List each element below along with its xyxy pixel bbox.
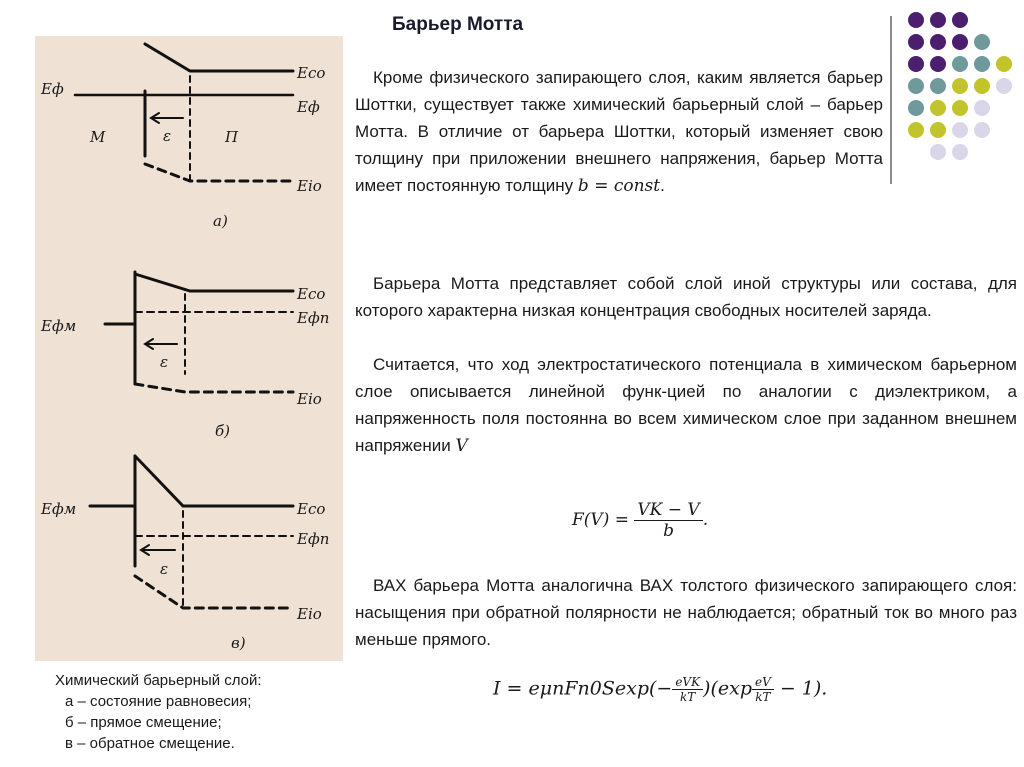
decorative-dot <box>930 122 946 138</box>
decorative-dots <box>906 10 1018 170</box>
label-field-c: ε <box>160 560 169 578</box>
decorative-dot <box>952 144 968 160</box>
decorative-dot <box>908 34 924 50</box>
current-formula-end: − 1). <box>779 677 828 700</box>
decorative-dot <box>952 56 968 72</box>
decorative-dot <box>952 122 968 138</box>
decorative-dot <box>930 56 946 72</box>
paragraph-3 <box>355 351 1017 460</box>
label-ec-b: Eco <box>297 285 326 303</box>
decorative-dot <box>996 56 1012 72</box>
decorative-dot <box>974 100 990 116</box>
field-formula-lhs: F(V) = <box>572 510 629 530</box>
caption-title: Химический барьерный слой: <box>55 672 262 689</box>
field-formula-denominator: b <box>663 521 674 541</box>
current-formula <box>493 675 827 704</box>
panel-c-diagram <box>90 456 293 608</box>
paragraph-2: Барьера Мотта представляет собой слой иной структуры или состава, для которого характерна низкая концентрация свободных носителей заряда. <box>355 274 1017 320</box>
field-formula-numerator: VK − V <box>634 500 702 521</box>
label-field-a: ε <box>163 127 172 145</box>
decorative-dot <box>908 100 924 116</box>
label-semi-a: П <box>225 128 239 146</box>
decorative-dot <box>952 78 968 94</box>
label-ef-right-a: Eф <box>297 98 320 116</box>
caption-item-a: а – состояние равновесия; <box>65 693 252 710</box>
paragraph-4: ВАХ барьера Мотта аналогична ВАХ толстого физического запирающего слоя: насыщения при обратной полярности не наблюдается; обратный ток во много раз меньше прямого. <box>355 576 1017 649</box>
panel-a-diagram <box>75 44 293 181</box>
field-formula: F(V) = $\frac{VK - V}{b}$ . <box>572 500 709 541</box>
caption-item-c: в – обратное смещение. <box>65 735 235 752</box>
label-ei-c: Eio <box>297 605 322 623</box>
band-diagram-figure <box>35 36 343 661</box>
slide-title: Барьер Мотта <box>392 14 524 35</box>
decorative-dot <box>974 56 990 72</box>
paragraph-1: Кроме физического запирающего слоя, каким является барьер Шоттки, существует также химический барьерный слой – барьер Мотта. В отличие от барьера Шоттки, который изменяет свою толщину при приложении внешнего напряжения, барьер Мотта имеет постоянную толщину b = const. <box>355 68 883 196</box>
label-ef-left-c: Eфм <box>41 500 77 518</box>
decorative-dot <box>908 122 924 138</box>
decorative-dot <box>930 100 946 116</box>
current-formula-fraction-2 <box>752 675 774 704</box>
band-diagram <box>35 36 343 661</box>
decorative-dot <box>974 78 990 94</box>
figure-caption <box>55 670 262 754</box>
label-field-b: ε <box>160 353 169 371</box>
decorative-dot <box>930 34 946 50</box>
caption-b: б) <box>215 422 231 440</box>
panel-b-diagram <box>105 272 293 392</box>
label-ec-a: Eco <box>297 64 326 82</box>
current-formula-start: I = eμnFn0Sexp(− <box>493 677 673 700</box>
decorative-dot <box>952 34 968 50</box>
decorative-dot <box>930 144 946 160</box>
caption-a: а) <box>213 212 228 230</box>
decorative-dot <box>930 12 946 28</box>
label-ec-c: Eco <box>297 500 326 518</box>
decorative-dot <box>930 78 946 94</box>
label-ef-right-c: Eфп <box>297 530 330 548</box>
label-ef-left-b: Eфм <box>41 317 77 335</box>
decorative-dot <box>974 34 990 50</box>
label-ef-right-b: Eфп <box>297 309 330 327</box>
caption-c: в) <box>231 634 246 652</box>
current-formula-mid: )(exp <box>703 677 752 700</box>
label-ei-a: Eio <box>297 177 322 195</box>
label-ei-b: Eio <box>297 390 322 408</box>
decorative-dot <box>908 78 924 94</box>
thickness-formula: b = const <box>577 176 661 196</box>
decorative-dot <box>908 12 924 28</box>
voltage-symbol: V <box>455 436 468 456</box>
label-ef-left-a: Eф <box>41 80 64 98</box>
decorative-dot <box>952 100 968 116</box>
divider-line <box>890 16 892 184</box>
paragraph-3-text: Считается, что ход электростатического потенциала в химическом барьерном слое описывается линейной функ-цией по аналогии с диэлектриком, а напряженность поля постоянна во всем химическом слое при заданном внешнем напряжении <box>355 355 1017 455</box>
caption-item-b: б – прямое смещение; <box>65 714 222 731</box>
decorative-dot <box>996 78 1012 94</box>
current-formula-f2-num: eV <box>752 675 774 690</box>
current-formula-f1-den: kT <box>680 690 696 704</box>
current-formula-f2-den: kT <box>755 690 771 704</box>
decorative-dot <box>974 122 990 138</box>
decorative-dot <box>908 56 924 72</box>
decorative-dot <box>952 12 968 28</box>
current-formula-f1-num: eVK <box>672 675 703 690</box>
label-metal-a: M <box>90 128 106 146</box>
paragraph-1-text: Кроме физического запирающего слоя, каким является барьер Шоттки, существует также химический барьерный слой – барьер Мотта. В отличие от барьера Шоттки, который изменяет свою толщину при приложении внешнего напряжения, барьер Мотта имеет постоянную толщину <box>355 68 883 195</box>
field-formula-fraction <box>634 500 702 541</box>
current-formula-fraction-1 <box>672 675 703 704</box>
